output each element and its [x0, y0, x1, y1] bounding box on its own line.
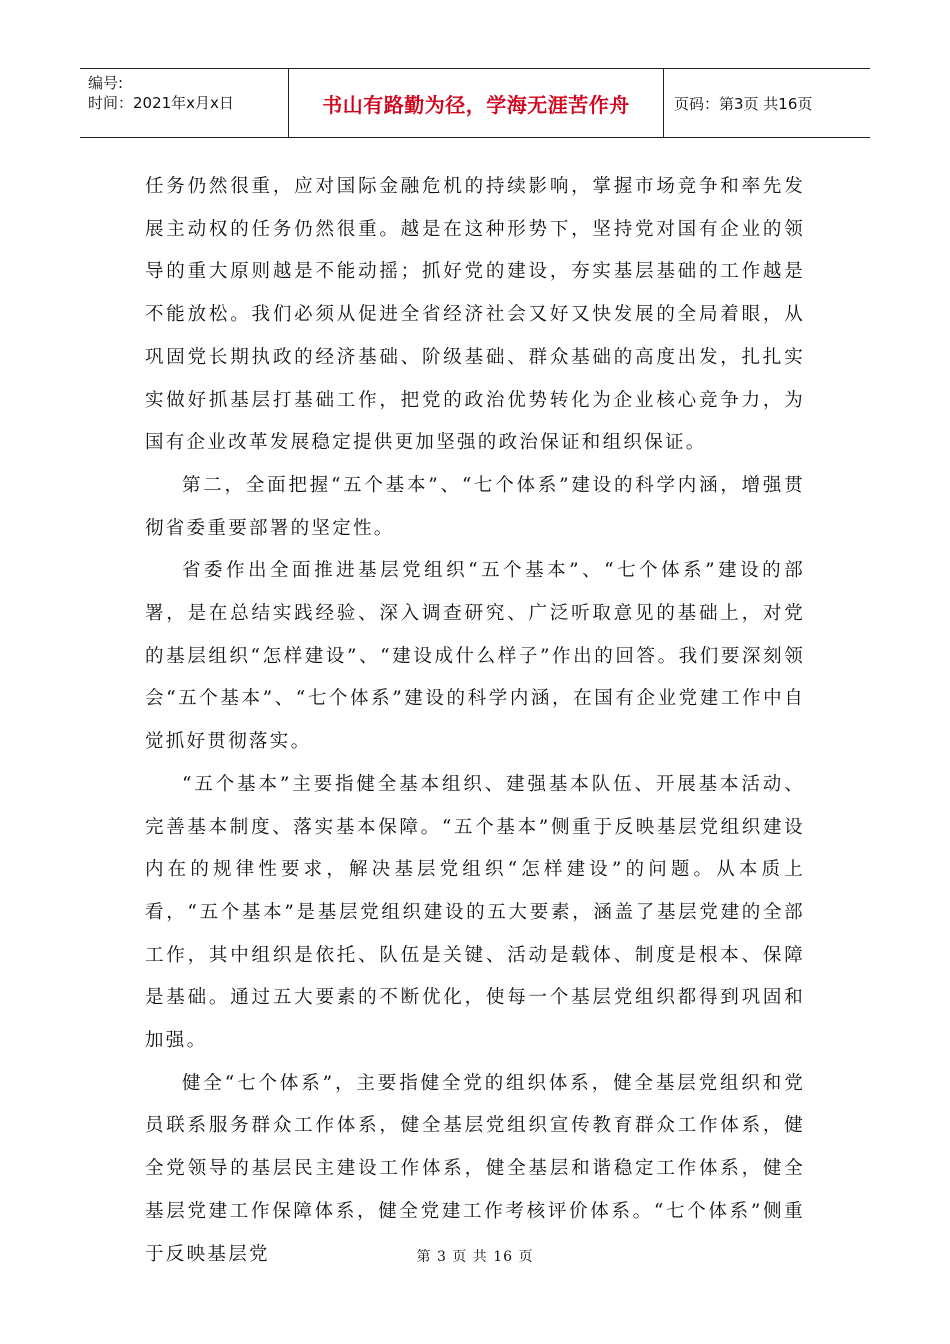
page-header — [80, 68, 870, 138]
paragraph: 任务仍然很重，应对国际金融危机的持续影响，掌握市场竞争和率先发展主动权的任务仍然很重。越是在这种形势下，坚持党对国有企业的领导的重大原则越是不能动摇；抓好党的建设，夯实基层基础的工作越是不能放松。我们必须从促进全省经济社会又好又快发展的全局着眼，从巩固党长期执政的经济基础、阶级基础、群众基础的高度出发，扎扎实实做好抓基层打基础工作，把党的政治优势转化为企业核心竞争力，为国有企业改革发展稳定提供更加坚强的政治保证和组织保证。 — [145, 176, 805, 454]
header-page-info: 页码：第3页 共16页 — [674, 94, 813, 113]
header-motto: 书山有路勤为径，学海无涯苦作舟 — [288, 69, 664, 137]
paragraph: 省委作出全面推进基层党组织“五个基本”、“七个体系”建设的部署，是在总结实践经验、深入调查研究、广泛听取意见的基础上，对党的基层组织“怎样建设”、“建设成什么样子”作出的回答。我们要深刻领会“五个基本”、“七个体系”建设的科学内涵，在国有企业党建工作中自觉抓好贯彻落实。 — [145, 560, 805, 753]
paragraph: 第二，全面把握“五个基本”、“七个体系”建设的科学内涵，增强贯彻省委重要部署的坚定性。 — [145, 474, 805, 539]
date-label: 时间：2021年x月x日 — [88, 94, 234, 112]
paragraph: “五个基本”主要指健全基本组织、建强基本队伍、开展基本活动、完善基本制度、落实基本保障。“五个基本”侧重于反映基层党组织建设内在的规律性要求，解决基层党组织“怎样建设”的问题。从本质上看，“五个基本”是基层党组织建设的五大要素，涵盖了基层党建的全部工作，其中组织是依托、队伍是关键、活动是载体、制度是根本、保障是基础。通过五大要素的不断优化，使每一个基层党组织都得到巩固和加强。 — [145, 773, 805, 1052]
paragraph: 健全“七个体系”，主要指健全党的组织体系，健全基层党组织和党员联系服务群众工作体系，健全基层党组织宣传教育群众工作体系，健全党领导的基层民主建设工作体系，健全基层和谐稳定工作体系，健全基层党建工作保障体系，健全党建工作考核评价体系。“七个体系”侧重于反映基层党 — [145, 1072, 805, 1265]
page-footer: 第 3 页 共 16 页 — [416, 1249, 534, 1265]
header-meta — [80, 69, 288, 137]
number-label: 编号: — [88, 74, 124, 92]
document-body — [145, 166, 805, 1276]
